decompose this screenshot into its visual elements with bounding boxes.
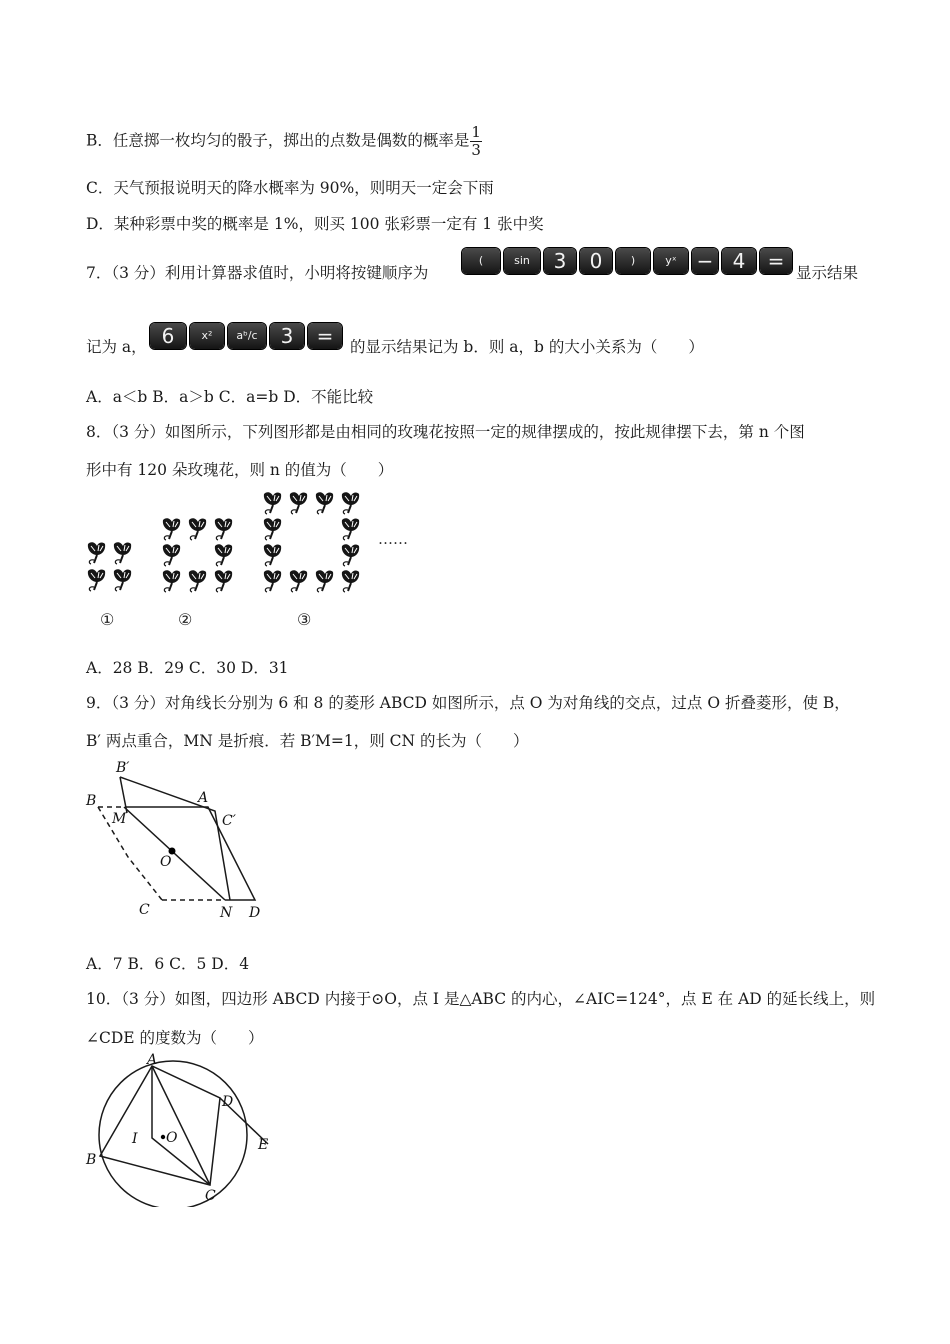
q6-option-c: C．天气预报说明天的降水概率为 90%，则明天一定会下雨 [86, 179, 494, 197]
q8-stem-b: 形中有 120 朵玫瑰花，则 n 的值为（ ） [86, 461, 394, 479]
q8-label-1: ① [100, 610, 115, 629]
q10-label-a: A [147, 1052, 158, 1068]
rose-icon [264, 492, 281, 514]
calc-key: aᵇ/c [228, 323, 266, 349]
q9-label-b: B [86, 793, 97, 809]
rose-icon [114, 569, 131, 591]
rose-icon [342, 492, 359, 514]
rose-icon [88, 542, 105, 564]
calc-key: 0 [580, 248, 612, 274]
q9-label-n: N [220, 905, 233, 921]
q8-rose-figure [80, 488, 430, 633]
calc-key: 3 [544, 248, 576, 274]
rose-icon [264, 518, 281, 540]
q9-label-d: D [249, 905, 261, 921]
rose-icon [342, 570, 359, 592]
q9-label-m: M [112, 811, 127, 827]
rose-icon [264, 570, 281, 592]
q8-options: A．28 B．29 C．30 D．31 [86, 659, 289, 677]
q9-stem-b: B′ 两点重合，MN 是折痕．若 B′M=1，则 CN 的长为（ ） [86, 732, 529, 750]
q9-rhombus-figure [80, 755, 280, 925]
rose-icon [215, 544, 232, 566]
calc-key: 6 [150, 323, 186, 349]
q9-stem-a: 9．（3 分）对角线长分别为 6 和 8 的菱形 ABCD 如图所示，点 O 为对角线的交点，过点 O 折叠菱形，使 B， [86, 694, 850, 712]
rose-icon [114, 542, 131, 564]
q10-label-b: B [86, 1152, 97, 1168]
q7-stem-b: 显示结果 [796, 264, 859, 282]
q8-stem-a: 8．（3 分）如图所示，下列图形都是由相同的玫瑰花按照一定的规律摆成的，按此规律摆下去，第 n 个图 [86, 423, 805, 441]
q6-option-b: B．任意掷一枚均匀的骰子，掷出的点数是偶数的概率是 $\frac{1}{3}$ [86, 123, 481, 159]
rose-icon [316, 492, 333, 514]
rose-icon [88, 569, 105, 591]
q7-stem-a: 7．（3 分）利用计算器求值时，小明将按键顺序为 [86, 264, 429, 282]
q10-point-o [161, 1135, 165, 1139]
rose-icon [342, 544, 359, 566]
q8-label-3: ③ [297, 610, 312, 629]
q9-label-c: C [139, 902, 150, 918]
rose-icon [290, 492, 307, 514]
q10-label-i: I [132, 1131, 138, 1147]
q7-key-sequence-2 [150, 323, 342, 349]
rose-icon [316, 570, 333, 592]
q8-label-2: ② [178, 610, 193, 629]
q7-options: A．a＜b B．a＞b C．a=b D．不能比较 [86, 388, 374, 406]
q6-fraction: $\frac{1}{3}$ [471, 123, 481, 159]
calc-key: x² [190, 323, 224, 349]
rose-icon [342, 518, 359, 540]
q10-label-d: D [222, 1094, 234, 1110]
q6-option-d: D．某种彩票中奖的概率是 1%，则买 100 张彩票一定有 1 张中奖 [86, 215, 544, 233]
calc-key: − [692, 248, 718, 274]
q7-key-sequence-1 [462, 248, 792, 274]
q8-ellipsis: …… [378, 530, 408, 548]
q9-label-o: O [160, 854, 172, 870]
calc-key: 4 [722, 248, 756, 274]
rose-icon [163, 544, 180, 566]
q10-stem-a: 10．（3 分）如图，四边形 ABCD 内接于⊙O，点 I 是△ABC 的内心，∠AIC=124°，点 E 在 AD 的延长线上，则 [86, 990, 876, 1008]
rose-icon [290, 570, 307, 592]
rose-icon [264, 544, 281, 566]
q10-label-e: E [258, 1137, 269, 1153]
calc-key: sin [504, 248, 540, 274]
q9-label-bprime: B′ [116, 760, 130, 776]
calc-key: = [760, 248, 792, 274]
q9-solid-edge [128, 807, 255, 900]
rose-icon [163, 518, 180, 540]
calc-key: ) [616, 248, 650, 274]
q9-fold-line-mn [124, 807, 225, 900]
calc-key: = [308, 323, 342, 349]
q9-dashed-edge [98, 807, 162, 900]
q10-circle-figure [80, 1052, 280, 1207]
q10-label-c: C [205, 1188, 216, 1204]
rose-icon [215, 570, 232, 592]
q9-label-cprime: C′ [222, 813, 236, 829]
calc-key: 3 [270, 323, 304, 349]
q7-stem-c: 记为 a， [86, 338, 147, 356]
rose-icon [163, 570, 180, 592]
calc-key: yˣ [654, 248, 688, 274]
rose-icon [189, 518, 206, 540]
q9-folded-edge [120, 777, 230, 900]
q7-stem-d: 的显示结果记为 b．则 a，b 的大小关系为（ ） [350, 338, 704, 356]
calc-key: ( [462, 248, 500, 274]
q9-label-a: A [198, 790, 209, 806]
rose-icon [215, 518, 232, 540]
q9-options: A．7 B．6 C．5 D．4 [86, 955, 250, 973]
rose-icon [189, 570, 206, 592]
q10-stem-b: ∠CDE 的度数为（ ） [86, 1029, 264, 1047]
q10-diagonal-ac [152, 1066, 210, 1185]
q10-label-o: O [166, 1130, 178, 1146]
